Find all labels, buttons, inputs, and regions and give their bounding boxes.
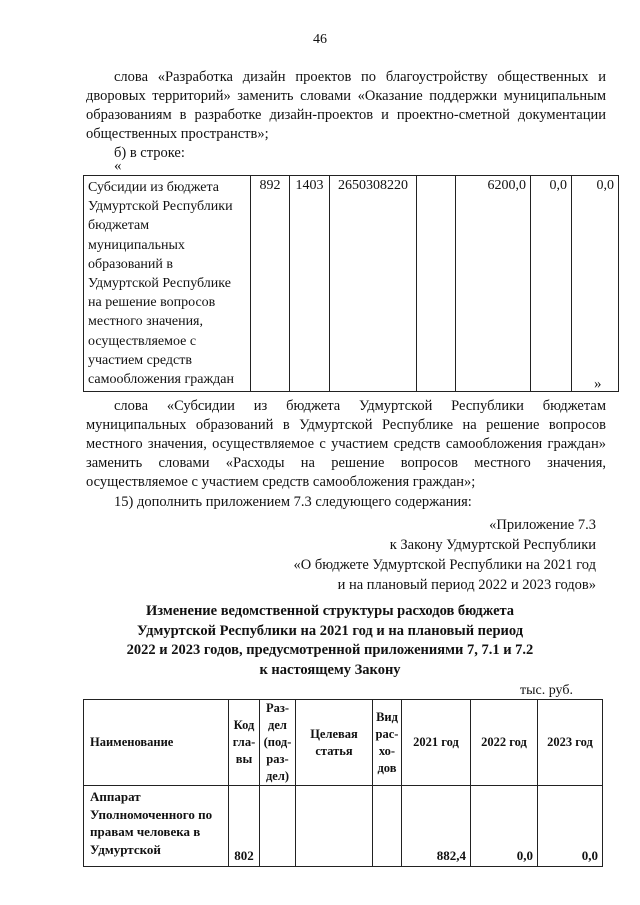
close-quote: » bbox=[594, 376, 602, 392]
header-name: Наименование bbox=[84, 700, 229, 786]
appendix-caption bbox=[196, 515, 596, 595]
appendix-line: «Приложение 7.3 bbox=[489, 517, 596, 533]
subsidy-chapter-cell: 892 bbox=[251, 176, 290, 392]
paragraph-row-intro: б) в строке: bbox=[114, 145, 185, 161]
header-type-line: дов bbox=[377, 760, 397, 775]
header-target-line: статья bbox=[315, 743, 353, 758]
header-2021: 2021 год bbox=[402, 700, 471, 786]
header-target bbox=[296, 700, 373, 786]
structure-table bbox=[83, 699, 603, 867]
header-section-line: дел bbox=[268, 718, 287, 732]
table-header-row bbox=[84, 700, 603, 786]
subsidy-type-cell bbox=[417, 176, 456, 392]
open-quote: « bbox=[114, 158, 122, 174]
header-section-line: дел) bbox=[265, 769, 290, 783]
paragraph-replace-subsidy: слова «Субсидии из бюджета Удмуртской Республики бюджетам муниципальных образований в Удмуртской Республике на решение вопросов местного значения, осуществляемое с участием средств самообложения граждан» заменить словами «Расходы на решение вопросов местного значения, осуществляемое с участием средств самообложения граждан»; bbox=[86, 398, 606, 490]
header-type bbox=[373, 700, 402, 786]
paragraph-add-appendix: 15) дополнить приложением 7.3 следующего содержания: bbox=[114, 494, 472, 510]
header-target-line: Целевая bbox=[310, 726, 358, 741]
title-line: 2022 и 2023 годов, предусмотренной приложениями 7, 7.1 и 7.2 bbox=[126, 642, 534, 658]
subsidy-section-cell: 1403 bbox=[290, 176, 330, 392]
header-section-line: (под- bbox=[263, 735, 292, 749]
header-type-line: рас- bbox=[375, 726, 399, 741]
appendix-line: и на плановый период 2022 и 2023 годов» bbox=[337, 577, 596, 593]
header-type-line: хо- bbox=[378, 743, 396, 758]
unit-label: тыс. руб. bbox=[520, 683, 573, 698]
row-2022-cell: 0,0 bbox=[471, 786, 538, 867]
title-line: Удмуртской Республики на 2021 год и на плановый период bbox=[136, 622, 524, 639]
paragraph-replace-design: слова «Разработка дизайн проектов по благоустройству общественных и дворовых территорий» заменить словами «Оказание поддержки муниципальным образованиям в разработке дизайн-проектов и проектно-сметной документации общественных пространств»; bbox=[86, 69, 606, 142]
subsidy-row-table bbox=[83, 175, 619, 392]
table-row bbox=[84, 786, 603, 867]
title-line: к настоящему Закону bbox=[259, 661, 401, 678]
row-2021-cell: 882,4 bbox=[402, 786, 471, 867]
header-section-line: раз- bbox=[266, 752, 289, 766]
subsidy-2023-cell: 0,0 bbox=[572, 176, 619, 392]
title-line: Изменение ведомственной структуры расходов бюджета bbox=[145, 603, 515, 619]
row-type-cell bbox=[373, 786, 402, 867]
table-row bbox=[84, 176, 619, 392]
subsidy-2021-cell: 6200,0 bbox=[456, 176, 531, 392]
document-title bbox=[60, 602, 600, 680]
header-2023: 2023 год bbox=[538, 700, 603, 786]
row-name-cell: Аппарат Уполномоченного по правам человека в Удмуртской bbox=[84, 786, 229, 867]
header-section bbox=[260, 700, 296, 786]
appendix-line: к Закону Удмуртской Республики bbox=[389, 537, 596, 553]
subsidy-2022-cell: 0,0 bbox=[531, 176, 572, 392]
row-2023-cell: 0,0 bbox=[538, 786, 603, 867]
header-chapter bbox=[229, 700, 260, 786]
header-type-line: Вид bbox=[376, 709, 398, 724]
row-section-cell bbox=[260, 786, 296, 867]
header-chapter-line: вы bbox=[235, 752, 253, 766]
header-section-line: Раз- bbox=[265, 701, 290, 715]
subsidy-name-cell: Субсидии из бюджета Удмуртской Республики бюджетам муниципальных образований в Удмуртской Республике на решение вопросов местного значения, осуществляемое с участием средств самообложения граждан bbox=[84, 176, 251, 392]
row-chapter-cell: 802 bbox=[229, 786, 260, 867]
subsidy-target-cell: 2650308220 bbox=[330, 176, 417, 392]
header-chapter-line: гла- bbox=[232, 735, 256, 749]
page-number: 46 bbox=[313, 32, 327, 47]
header-2022: 2022 год bbox=[471, 700, 538, 786]
header-chapter-line: Код bbox=[233, 718, 255, 732]
row-target-cell bbox=[296, 786, 373, 867]
appendix-line: «О бюджете Удмуртской Республики на 2021 год bbox=[293, 557, 596, 573]
